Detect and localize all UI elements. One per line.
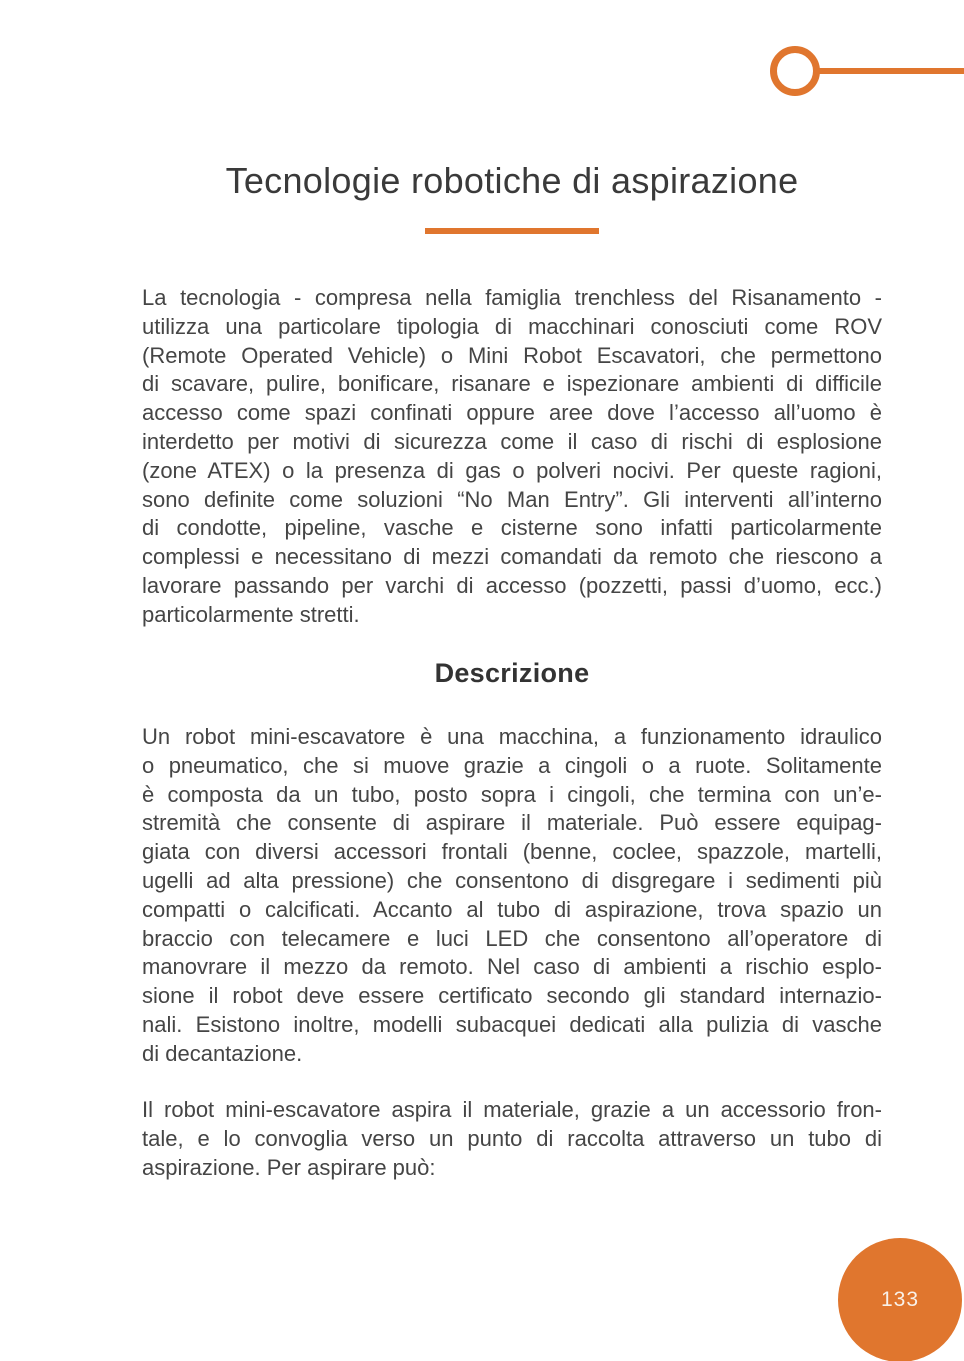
text-line: di condotte, pipeline, vasche e cisterne sono infatti particolarmente (142, 515, 882, 541)
text-line: interdetto per motivi di sicurezza come il caso di rischi di esplosione (142, 428, 882, 454)
text-line: di scavare, pulire, bonificare, risanare e ispezionare ambienti di difficile (142, 371, 882, 397)
intro-paragraph (142, 284, 882, 630)
text-line: Il robot mini-escavatore aspira il materiale, grazie a un accessorio fron- (142, 1097, 882, 1122)
text-line: complessi e necessitano di mezzi comandati da remoto che riescono a (142, 544, 882, 570)
text-line: La tecnologia - compresa nella famiglia trenchless del Risanamento - (142, 285, 882, 310)
text-line: ugelli ad alta pressione) che consentono di disgregare i sedimenti più (142, 867, 882, 893)
text-line: sione il robot deve essere certificato secondo gli standard internazio- (142, 983, 882, 1009)
text-line: giata con diversi accessori frontali (benne, coclee, spazzole, martelli, (142, 839, 882, 865)
horizontal-rule (818, 68, 964, 74)
text-line: Un robot mini-escavatore è una macchina, a funzionamento idraulico (142, 724, 882, 749)
text-line: è composta da un tubo, posto sopra i cingoli, che termina con un’e- (142, 781, 882, 807)
text-line: stremità che consente di aspirare il materiale. Può essere equipag- (142, 810, 882, 836)
ring-icon (770, 46, 820, 96)
text-line: compatti o calcificati. Accanto al tubo di aspirazione, trova spazio un (142, 896, 882, 922)
page-number-badge (838, 1238, 962, 1361)
text-line: braccio con telecamere e luci LED che consentono all’operatore di (142, 925, 882, 951)
page-title: Tecnologie robotiche di aspirazione (225, 160, 799, 201)
text-line: o pneumatico, che si muove grazie a cingoli o a ruote. Solitamente (142, 752, 882, 778)
text-line: aspirazione. Per aspirare può: (142, 1154, 436, 1180)
title-underline (425, 228, 599, 234)
text-line: di decantazione. (142, 1040, 303, 1066)
text-line: tale, e lo convoglia verso un punto di raccolta attraverso un tubo di (142, 1125, 882, 1151)
text-line: sono definite come soluzioni “No Man Entry”. Gli interventi all’interno (142, 486, 882, 512)
page-number: 133 (880, 1288, 920, 1311)
text-line: lavorare passando per varchi di accesso (pozzetti, passi d’uomo, ecc.) (142, 572, 882, 598)
text-line: utilizza una particolare tipologia di macchinari conosciuti come ROV (142, 313, 882, 339)
text-line: nali. Esistono inoltre, modelli subacquei dedicati alla pulizia di vasche (142, 1011, 882, 1037)
text-line: manovrare il mezzo da remoto. Nel caso di ambienti a rischio esplo- (142, 954, 882, 980)
description-paragraph-1 (142, 723, 882, 1069)
text-line: (Remote Operated Vehicle) o Mini Robot Escavatori, che permettono (142, 342, 882, 368)
text-line: accesso come spazi confinati oppure aree dove l’accesso all’uomo è (142, 400, 882, 426)
text-line: particolarmente stretti. (142, 601, 360, 627)
text-line: (zone ATEX) o la presenza di gas o polveri nocivi. Per queste ragioni, (142, 457, 882, 483)
description-paragraph-2 (142, 1096, 882, 1182)
section-heading: Descrizione (434, 658, 590, 688)
